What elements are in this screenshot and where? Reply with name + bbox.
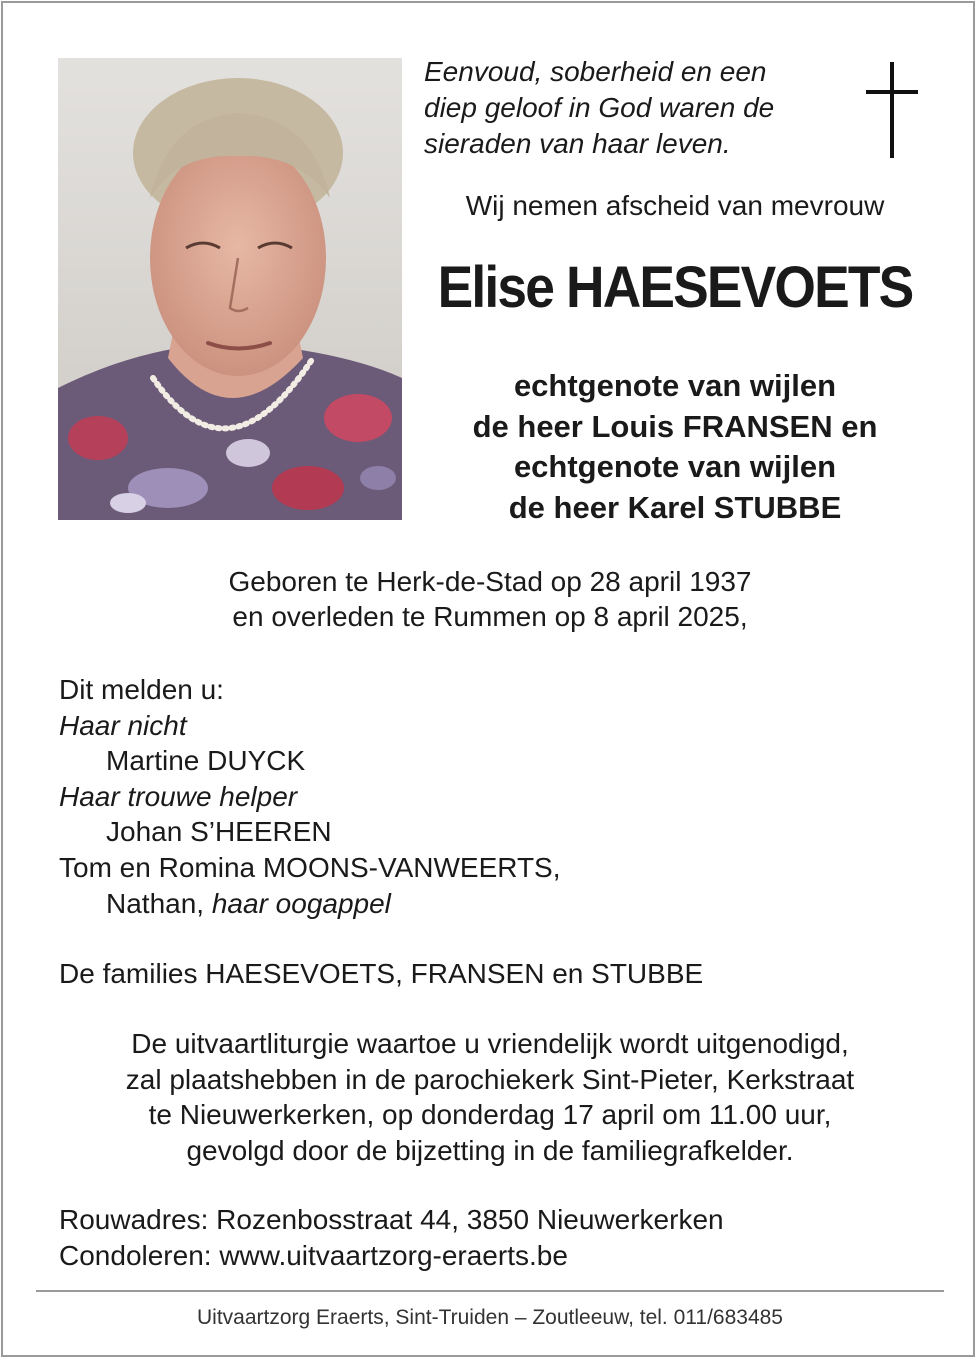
birth-line: Geboren te Herk-de-Stad op 28 april 1937 [228,566,752,597]
motto-quote [424,54,854,162]
motto-line: Eenvoud, soberheid en een [424,56,767,87]
spouse-lines [410,366,940,528]
grandchild-role: haar oogappel [211,887,391,919]
grandchild-name: Nathan, [106,887,205,919]
funeral-line: te Nieuwerkerken, op donderdag 17 april om 11.00 uur, [148,1099,832,1130]
family-list [59,672,939,992]
deceased-name: Elise HAESEVOETS [437,255,913,320]
cross-icon [862,62,922,158]
announce-line: Dit melden u: [59,674,224,705]
spouse-line: de heer Karel STUBBE [508,489,842,525]
portrait-illustration [58,58,402,520]
funeral-info [0,1026,980,1168]
mourning-address: Rouwadres: Rozenbosstraat 44, 3850 Nieuwerkerken [59,1204,724,1235]
spouse-line: de heer Louis FRANSEN en [472,408,878,444]
motto-line: sieraden van haar leven. [424,128,731,159]
life-dates [0,564,980,634]
couple-line: Tom en Romina MOONS-VANWEERTS, [59,851,561,883]
funeral-line: zal plaatshebben in de parochiekerk Sint-Pieter, Kerkstraat [125,1063,855,1095]
spouse-line: echtgenote van wijlen [513,368,837,403]
grandchild-line [59,886,939,922]
contact-info [59,1202,939,1273]
funeral-line: De uitvaartliturgie waartoe u vriendelijk wordt uitgenodigd, [131,1028,849,1059]
funeral-home-footer: Uitvaartzorg Eraerts, Sint-Truiden – Zoutleeuw, tel. 011/683485 [197,1306,783,1329]
families-line: De families HAESEVOETS, FRANSEN en STUBBE [59,958,704,990]
portrait-photo [58,58,402,520]
motto-line: diep geloof in God waren de [424,92,775,123]
helper-name: Johan S’HEEREN [106,816,332,848]
footer-divider [36,1290,944,1292]
funeral-line: gevolgd door de bijzetting in de familiegrafkelder. [186,1134,794,1166]
niece-role: Haar nicht [59,709,187,741]
helper-role: Haar trouwe helper [59,780,298,812]
death-line: en overleden te Rummen op 8 april 2025, [232,601,748,632]
condolence-link[interactable]: Condoleren: www.uitvaartzorg-eraerts.be [59,1239,568,1271]
intro-text: Wij nemen afscheid van mevrouw [465,190,885,221]
spouse-line: echtgenote van wijlen [513,449,837,484]
niece-name: Martine DUYCK [106,745,306,777]
